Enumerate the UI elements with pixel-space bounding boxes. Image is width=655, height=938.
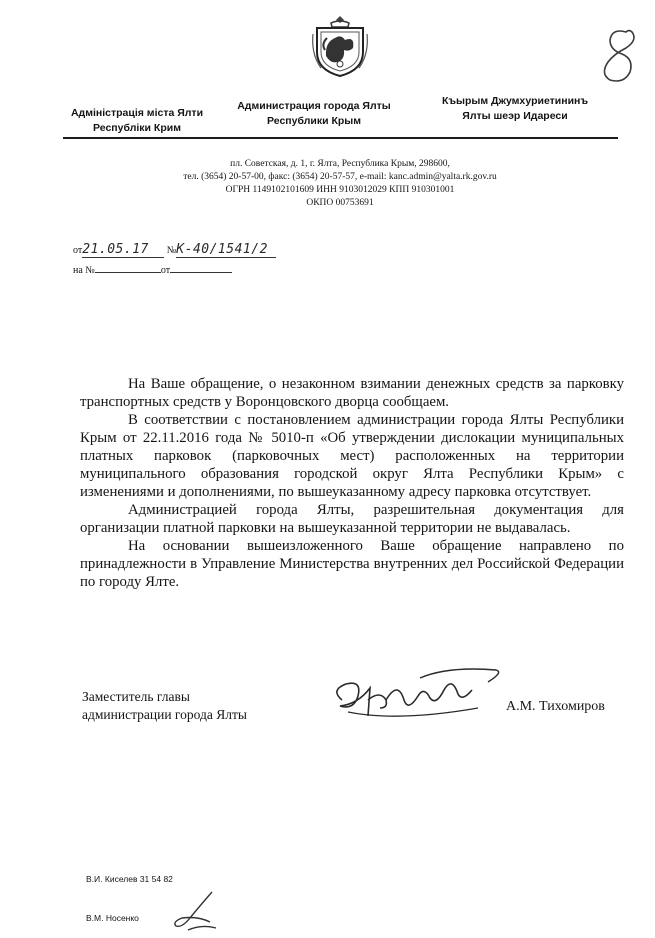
reply-number-blank <box>95 261 161 273</box>
body-paragraph-1: На Ваше обращение, о незаконном взимании денежных средств за парковку транспортных средств у Воронцовского дворца сообщаем. <box>80 376 624 410</box>
reply-number-label: на № <box>73 265 95 276</box>
header-ru-line1: Администрация города Ялты <box>237 100 391 112</box>
outgoing-reference <box>73 242 276 258</box>
reply-from-label: от <box>160 265 171 276</box>
coat-of-arms-emblem <box>311 14 369 78</box>
contact-registration: ОГРН 1149102101609 ИНН 9103012029 КПП 910301001 <box>225 185 455 195</box>
header-divider <box>63 137 618 139</box>
copy-recipient: В.М. Носенко <box>86 913 139 923</box>
handwritten-signature <box>328 660 508 726</box>
signatory-title-line2: администрации города Ялты <box>82 707 247 722</box>
contact-phone-email: тел. (3654) 20-57-00, факс: (3654) 20-57-57, e-mail: kanc.admin@yalta.rk.gov.ru <box>183 172 497 182</box>
handwritten-page-mark <box>592 26 642 88</box>
reply-date-blank <box>170 261 232 273</box>
signatory-title <box>82 688 247 724</box>
ref-number: К-40/1541/2 <box>176 242 276 258</box>
header-ukrainian <box>62 106 212 136</box>
body-paragraph-3: Администрацией города Ялты, разрешительная документация для организации платной парковки на вышеуказанной территории не выдавалась. <box>80 502 624 536</box>
header-crimean-tatar <box>420 94 610 124</box>
incoming-reference <box>73 261 232 276</box>
ref-from-label: от <box>73 245 83 256</box>
ref-number-label: № <box>166 245 177 256</box>
contact-okpo: ОКПО 00753691 <box>306 198 374 208</box>
header-crh-line1: Къырым Джумхуриетининъ <box>441 95 589 107</box>
body-paragraph-2: В соответствии с постановлением администрации города Ялты Республики Крым от 22.11.2016 года № 5010-п «Об утверждении дислокации муниципальных платных парковок (парковочных мест) расположенных на территории муниципального образования городской округ Ялта Республики Крым» с изменениями и дополнениями, по вышеуказанному адресу парковка отсутствует. <box>80 412 624 500</box>
header-ua-line2: Республіки Крим <box>93 122 181 134</box>
header-ru-line2: Республики Крым <box>267 115 361 127</box>
ref-date: 21.05.17 <box>82 242 164 258</box>
header-ua-line1: Адміністрація міста Ялти <box>70 107 204 119</box>
letter-body <box>80 375 624 591</box>
contact-info <box>110 158 570 210</box>
handwritten-initials <box>168 888 228 934</box>
signatory-name: А.М. Тихомиров <box>506 699 605 714</box>
contact-address: пл. Советская, д. 1, г. Ялта, Республика Крым, 298600, <box>230 159 450 169</box>
executor-info: В.И. Киселев 31 54 82 <box>86 874 173 884</box>
header-russian <box>224 99 404 129</box>
header-crh-line2: Ялты шеэр Идареси <box>462 110 568 122</box>
body-paragraph-4: На основании вышеизложенного Ваше обращение направлено по принадлежности в Управление Министерства внутренних дел Российской Федерации по городу Ялте. <box>80 538 624 590</box>
signatory-title-line1: Заместитель главы <box>82 689 190 704</box>
